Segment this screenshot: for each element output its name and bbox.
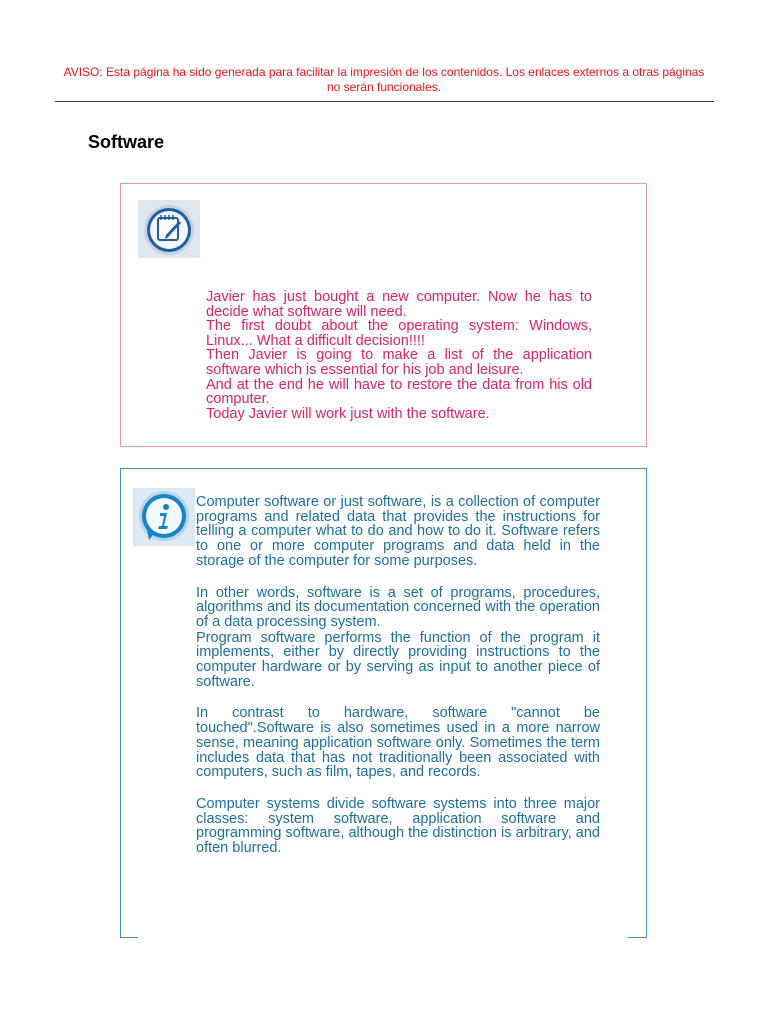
intro-paragraph: And at the end he will have to restore the data from his old computer. <box>206 376 592 408</box>
info-bubble-icon <box>133 488 195 546</box>
intro-paragraph: Today Javier will work just with the software. <box>206 405 490 422</box>
info-paragraph: Computer systems divide software systems into three major classes: system software, application software and programming software, although the distinction is arbitrary, and often blurred. <box>196 795 600 857</box>
info-box-bottom-edge <box>628 937 647 938</box>
intro-paragraph: Then Javier is going to make a list of the application software which is essential for his job and leisure. <box>206 347 592 378</box>
info-paragraph: In other words, software is a set of programs, procedures, algorithms and its documentation concerned with the operation of a data processing system. <box>196 584 600 630</box>
info-paragraph: In contrast to hardware, software "cannot be touched".Software is also sometimes used in a more narrow sense, meaning application software only. Sometimes the term includes data that has not traditionally been associated with computers, such as film, tapes, and records. <box>196 705 600 781</box>
info-box-bottom-edge <box>120 937 138 938</box>
header-divider <box>55 101 714 102</box>
intro-text <box>206 290 592 421</box>
info-paragraph: Program software performs the function of the program it implements, either by directly providing instructions to the computer hardware or by serving as input to another piece of software. <box>196 629 600 690</box>
page-title: Software <box>88 132 165 152</box>
notepad-pencil-icon <box>138 200 200 258</box>
print-notice: AVISO: Esta página ha sido generada para facilitar la impresión de los contenidos. Los enlaces externos a otras páginas no serán funcionales. <box>63 65 705 94</box>
intro-paragraph: The first doubt about the operating system: Windows, Linux... What a difficult decision!!!! <box>206 318 592 349</box>
intro-paragraph: Javier has just bought a new computer. Now he has to decide what software will need. <box>206 289 592 320</box>
info-text <box>196 495 600 873</box>
info-paragraph: Computer software or just software, is a collection of computer programs and related data that provides the instructions for telling a computer what to do and how to do it. Software refers to one or more computer programs and data held in the storage of the computer for some purposes. <box>196 494 600 569</box>
